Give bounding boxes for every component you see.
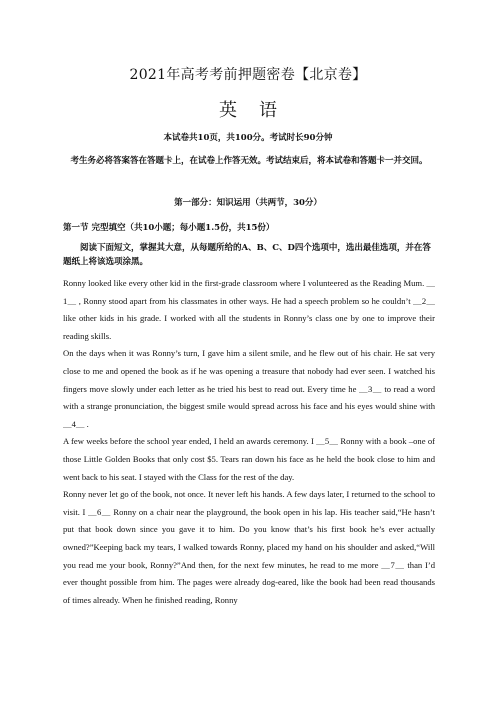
subject-title: 英语 [219,100,299,121]
cloze-passage [63,275,435,609]
exam-notice: 考生务必将答案答在答题卡上，在试卷上作答无效。考试结束后，将本试卷和答题卡一并交回。 [70,156,428,166]
passage-paragraph-1: Ronny looked like every other kid in the first-grade classroom where I volunteered as the Reading Mum. ＿1＿ , Ronny stood apart from his classmates in other ways. He had a speech problem so he couldn’t ＿2＿ like other kids in his grade. I worked with all the students in Ronny’s class one by one to improve their reading skills. [63,278,435,341]
section-instructions: 阅读下面短文，掌握其大意，从每题所给的A、B、C、D四个选项中，选出最佳选项，并在答题纸上将该选项涂黑。 [63,243,431,267]
passage-paragraph-4: Ronny never let go of the book, not once. It never left his hands. A few days later, I returned to the school to visit. I ＿6＿ Ronny on a chair near the playground, the book open in his lap. His teacher said,“He hasn’t put that book down since you gave it to him. Do you know that’s his first book he’s ever actually owned?”Keeping back my tears, I walked towards Ronny, placed my hand on his shoulder and asked,“Will you read me your book, Ronny?”And then, for the next few minutes, he read to me more ＿7＿ than I’d ever thought possible from him. The pages were already dog-eared, like the book had been read thousands of times already. When he finished reading, Ronny [63,489,435,605]
section-heading: 第一节 完型填空（共10小题；每小题1.5份，共15份） [63,223,275,233]
passage-paragraph-2: On the days when it was Ronny’s turn, I gave him a silent smile, and he flew out of his chair. He sat very close to me and opened the book as if he was opening a treasure that nobody had ever seen. I watched his fingers move slowly under each letter as he tried his best to read out. Every time he ＿3＿ to read a word with a strange pronunciation, the biggest smile would spread across his face and his eyes would shine with ＿4＿ . [63,348,435,429]
passage-paragraph-3: A few weeks before the school year ended, I held an awards ceremony. I ＿5＿ Ronny with a book –one of those Little Golden Books that only cost $5. Tears ran down his face as he held the book close to him and went back to his seat. I stayed with the Class for the rest of the day. [63,436,435,482]
exam-info: 本试卷共10页，共100分。考试时长90分钟 [163,133,333,143]
part-heading: 第一部分：知识运用（共两节，30分） [174,198,322,208]
exam-title: 2021年高考考前押题密卷【北京卷】 [129,67,367,83]
